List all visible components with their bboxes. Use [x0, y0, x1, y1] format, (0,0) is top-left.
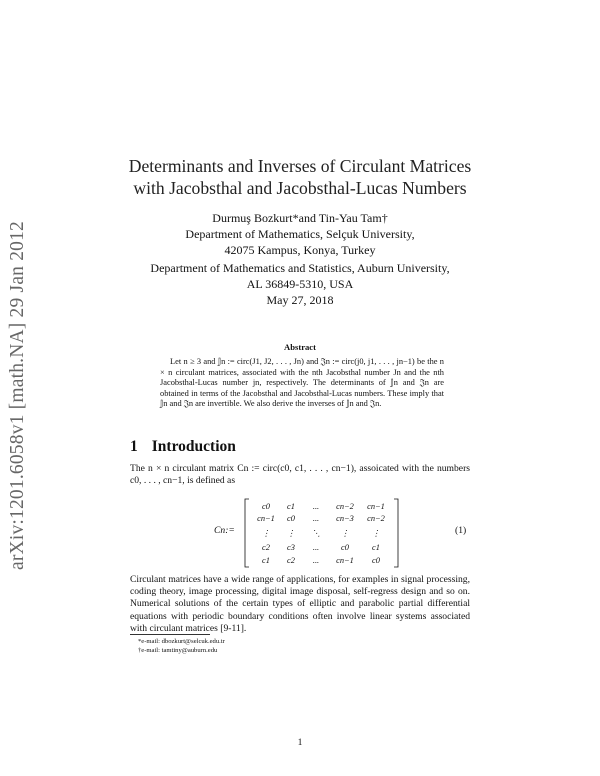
matrix-cell: c2 [262, 543, 270, 552]
paper-date: May 27, 2018 [266, 293, 334, 307]
paper-title [120, 155, 480, 199]
matrix-cell: ⋱ [311, 529, 321, 538]
matrix-cell: c1 [372, 543, 380, 552]
matrix-cell: ... [312, 502, 320, 511]
author-names: Durmuş Bozkurt*and Tin-Yau Tam† [212, 211, 388, 225]
arxiv-identifier: arXiv:1201.6058v1 [math.NA] 29 Jan 2012 [7, 220, 28, 570]
matrix-cell: c3 [287, 543, 295, 552]
matrix-cell: cn−2 [336, 502, 354, 511]
matrix-cell: ... [312, 514, 320, 523]
author-block [120, 210, 480, 258]
matrix-cell: ... [312, 543, 320, 552]
applications-paragraph: Circulant matrices have a wide range of applications, for examples in signal processing, coding theory, image processing, digital image disposal, self-regress design and so on. Numerical solutions of the certain types of elliptic and parabolic partial differential equations with periodic boundary conditions often involve linear systems associated with circulant matrices [9-11]. [130, 574, 470, 634]
matrix-cell: ⋮ [286, 529, 296, 538]
section-heading [130, 438, 236, 456]
matrix-cell: c0 [341, 543, 349, 552]
footnote-email-1: *e-mail: dbozkurt@selcuk.edu.tr [138, 638, 225, 645]
affiliation-1-line-1: Department of Mathematics, Selçuk University, [185, 227, 415, 241]
matrix-cell: cn−1 [336, 556, 354, 565]
matrix-cell: c0 [262, 502, 270, 511]
abstract-heading: Abstract [284, 342, 316, 352]
matrix-cell: c1 [287, 502, 295, 511]
matrix-cell: c1 [262, 556, 270, 565]
left-bracket [245, 499, 249, 567]
footnote-email-2: †e-mail: tamtiny@auburn.edu [138, 647, 218, 654]
section-number: 1 [130, 438, 138, 455]
matrix-display [244, 497, 404, 569]
matrix-label: Cn:= [214, 525, 235, 536]
equation-number: (1) [455, 525, 467, 536]
matrix-cell: cn−3 [336, 514, 354, 523]
matrix-cell: c2 [287, 556, 295, 565]
affiliation-2 [120, 260, 480, 292]
matrix-cell: ⋮ [371, 529, 381, 538]
matrix-cell: cn−1 [367, 502, 385, 511]
matrix-cell: ... [312, 556, 320, 565]
footnote-rule [130, 634, 210, 635]
matrix-cell: c0 [287, 514, 295, 523]
page-number: 1 [297, 737, 303, 748]
intro-paragraph: The n × n circulant matrix Cn := circ(c0, c1, . . . , cn−1), assoicated with the numbers c0, . . . , cn−1, is defined as [130, 463, 470, 487]
matrix-cell: c0 [372, 556, 380, 565]
affiliation-1-line-2: 42075 Kampus, Konya, Turkey [224, 243, 376, 257]
section-title: Introduction [151, 438, 236, 455]
right-bracket [394, 499, 398, 567]
matrix-cell: ⋮ [261, 529, 271, 538]
title-line-1: Determinants and Inverses of Circulant Matrices [128, 156, 472, 176]
matrix-cell: cn−2 [367, 514, 385, 523]
abstract-text: Let n ≥ 3 and 𝕁n := circ(J1, J2, . . . , Jn) and 𝔍n := circ(j0, j1, . . . , jn−1) be the n × n circulant matrices, associated with the nth Jacobsthal number Jn and the nth Jacobsthal-Lucas number jn, respectively. The determinants of 𝕁n and 𝔍n are obtained in terms of the Jacobsthal and Jacobsthal-Lucas numbers. These imply that 𝕁n and 𝔍n are invertible. We also derive the inverses of 𝕁n and 𝔍n. [160, 357, 444, 409]
title-line-2: with Jacobsthal and Jacobsthal-Lucas Numbers [133, 178, 467, 198]
matrix-cell: cn−1 [257, 514, 275, 523]
affiliation-2-line-1: Department of Mathematics and Statistics, Auburn University, [150, 261, 450, 275]
matrix-cell: ⋮ [340, 529, 350, 538]
affiliation-2-line-2: AL 36849-5310, USA [246, 277, 354, 291]
